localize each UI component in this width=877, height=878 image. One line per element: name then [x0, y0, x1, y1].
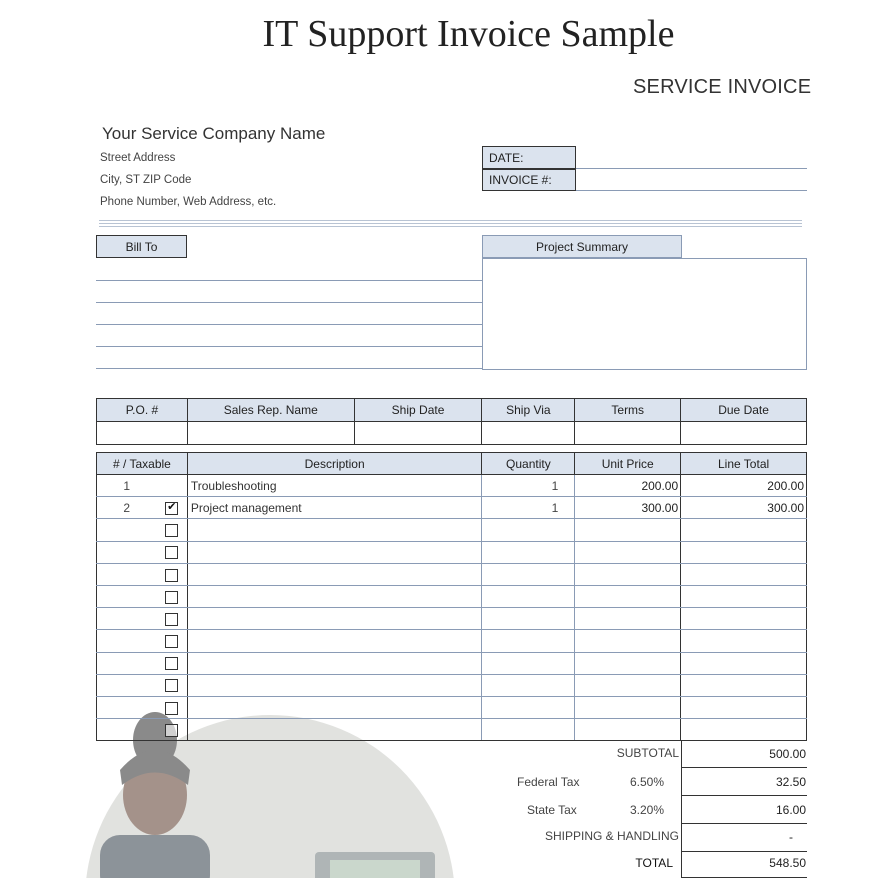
- subtotal-value: 500.00: [681, 740, 807, 768]
- item-description[interactable]: [187, 585, 482, 607]
- total-row: [480, 850, 807, 878]
- shipping-row: [480, 824, 807, 852]
- separator-line: [99, 223, 802, 224]
- table-row: [97, 608, 807, 630]
- table-row: [97, 519, 807, 541]
- bill-to-line-5[interactable]: [96, 368, 482, 369]
- taxable-cell: [156, 696, 187, 718]
- state-tax-rate[interactable]: 3.20%: [630, 803, 665, 817]
- item-quantity[interactable]: [482, 719, 575, 741]
- unit-price-header: Unit Price: [575, 453, 681, 475]
- item-line-total: [681, 674, 807, 696]
- taxable-cell: [156, 608, 187, 630]
- taxable-cell: [156, 563, 187, 585]
- line-items-body: [97, 475, 807, 741]
- item-unit-price[interactable]: [575, 652, 681, 674]
- line-total-header: Line Total: [681, 453, 807, 475]
- item-description[interactable]: [187, 541, 482, 563]
- total-value: 548.50: [681, 850, 807, 878]
- item-unit-price[interactable]: [575, 563, 681, 585]
- table-row: [97, 563, 807, 585]
- item-quantity[interactable]: [482, 585, 575, 607]
- item-description[interactable]: [187, 563, 482, 585]
- table-row: [97, 696, 807, 718]
- item-description[interactable]: [187, 652, 482, 674]
- no-taxable-header: # / Taxable: [97, 453, 188, 475]
- item-description[interactable]: [187, 519, 482, 541]
- item-description[interactable]: [187, 674, 482, 696]
- ship-via-field[interactable]: [482, 422, 575, 445]
- item-number[interactable]: 1: [97, 475, 157, 497]
- item-quantity[interactable]: 1: [482, 475, 575, 497]
- sales-rep-header: Sales Rep. Name: [187, 399, 354, 422]
- company-name: Your Service Company Name: [102, 124, 326, 143]
- taxable-cell: [156, 497, 187, 519]
- item-quantity[interactable]: [482, 541, 575, 563]
- item-unit-price[interactable]: [575, 608, 681, 630]
- federal-tax-label: Federal Tax: [517, 775, 580, 789]
- bill-to-line-1[interactable]: [96, 280, 482, 281]
- item-line-total: [681, 652, 807, 674]
- item-unit-price[interactable]: [575, 541, 681, 563]
- taxable-checkbox[interactable]: [165, 546, 178, 559]
- taxable-checkbox[interactable]: [165, 702, 178, 715]
- item-unit-price[interactable]: 300.00: [575, 497, 681, 519]
- taxable-checkbox[interactable]: [165, 591, 178, 604]
- invoice-number-underline: [576, 190, 807, 191]
- item-line-total: [681, 696, 807, 718]
- taxable-cell: [156, 585, 187, 607]
- table-row: [97, 674, 807, 696]
- sales-rep-field[interactable]: [187, 422, 354, 445]
- state-tax-label: State Tax: [527, 803, 577, 817]
- item-description[interactable]: [187, 608, 482, 630]
- separator-line: [99, 220, 802, 221]
- po-field[interactable]: [97, 422, 188, 445]
- item-quantity[interactable]: [482, 652, 575, 674]
- item-unit-price[interactable]: [575, 719, 681, 741]
- item-quantity[interactable]: [482, 519, 575, 541]
- bill-to-line-3[interactable]: [96, 324, 482, 325]
- terms-field[interactable]: [575, 422, 681, 445]
- line-items-table: [96, 452, 807, 741]
- bill-to-label: Bill To: [96, 235, 187, 258]
- item-line-total: [681, 630, 807, 652]
- item-line-total: [681, 519, 807, 541]
- item-unit-price[interactable]: [575, 696, 681, 718]
- bill-to-line-4[interactable]: [96, 346, 482, 347]
- table-row: [97, 541, 807, 563]
- item-line-total: [681, 719, 807, 741]
- taxable-cell: [156, 519, 187, 541]
- state-tax-row: [480, 796, 807, 824]
- taxable-checkbox[interactable]: [165, 524, 178, 537]
- item-number[interactable]: 2: [97, 497, 157, 519]
- project-summary-label: Project Summary: [482, 235, 682, 258]
- taxable-cell: [156, 652, 187, 674]
- item-quantity[interactable]: [482, 630, 575, 652]
- date-field[interactable]: [576, 146, 807, 169]
- taxable-checkbox[interactable]: [165, 502, 178, 515]
- item-number[interactable]: [97, 608, 157, 630]
- item-line-total: 200.00: [681, 475, 807, 497]
- invoice-number-label: INVOICE #:: [482, 169, 576, 191]
- federal-tax-value: 32.50: [681, 768, 807, 796]
- invoice-number-field[interactable]: [576, 169, 807, 191]
- company-street: Street Address: [100, 152, 176, 164]
- ship-via-header: Ship Via: [482, 399, 575, 422]
- item-unit-price[interactable]: [575, 674, 681, 696]
- total-label: TOTAL: [635, 856, 673, 870]
- document-type: SERVICE INVOICE: [633, 76, 812, 98]
- taxable-cell: [156, 719, 187, 741]
- item-line-total: [681, 608, 807, 630]
- quantity-header: Quantity: [482, 453, 575, 475]
- ship-date-header: Ship Date: [354, 399, 482, 422]
- project-summary-box[interactable]: [482, 258, 807, 370]
- item-unit-price[interactable]: [575, 585, 681, 607]
- item-description[interactable]: [187, 719, 482, 741]
- table-row: [97, 652, 807, 674]
- separator-line: [99, 226, 802, 227]
- description-header: Description: [187, 453, 482, 475]
- item-description[interactable]: Troubleshooting: [187, 475, 482, 497]
- taxable-checkbox[interactable]: [165, 569, 178, 582]
- taxable-checkbox[interactable]: [165, 724, 178, 737]
- item-line-total: [681, 585, 807, 607]
- due-date-field[interactable]: [681, 422, 807, 445]
- company-contact: Phone Number, Web Address, etc.: [100, 196, 277, 208]
- page-title: IT Support Invoice Sample: [262, 13, 675, 55]
- shipping-value[interactable]: -: [681, 824, 807, 852]
- ship-date-field[interactable]: [354, 422, 482, 445]
- federal-tax-rate[interactable]: 6.50%: [630, 775, 665, 789]
- item-quantity[interactable]: [482, 563, 575, 585]
- shipping-label: SHIPPING & HANDLING: [544, 829, 679, 843]
- item-number[interactable]: [97, 674, 157, 696]
- item-number[interactable]: [97, 519, 157, 541]
- table-row: [97, 585, 807, 607]
- item-unit-price[interactable]: [575, 630, 681, 652]
- table-row: [97, 475, 807, 497]
- item-unit-price[interactable]: [575, 519, 681, 541]
- taxable-checkbox[interactable]: [165, 679, 178, 692]
- table-row: [97, 719, 807, 741]
- item-number[interactable]: [97, 652, 157, 674]
- taxable-cell: [156, 541, 187, 563]
- item-number[interactable]: [97, 630, 157, 652]
- item-description[interactable]: Project management: [187, 497, 482, 519]
- item-line-total: [681, 541, 807, 563]
- item-number[interactable]: [97, 696, 157, 718]
- taxable-cell: [156, 475, 187, 497]
- item-quantity[interactable]: [482, 608, 575, 630]
- item-quantity[interactable]: [482, 674, 575, 696]
- item-description[interactable]: [187, 630, 482, 652]
- state-tax-value: 16.00: [681, 796, 807, 824]
- date-label: DATE:: [482, 146, 576, 169]
- due-date-header: Due Date: [681, 399, 807, 422]
- item-number[interactable]: [97, 541, 157, 563]
- taxable-checkbox[interactable]: [165, 635, 178, 648]
- taxable-cell: [156, 674, 187, 696]
- taxable-cell: [156, 630, 187, 652]
- item-line-total: [681, 563, 807, 585]
- item-quantity[interactable]: [482, 696, 575, 718]
- taxable-checkbox[interactable]: [165, 657, 178, 670]
- table-row: [97, 497, 807, 519]
- item-unit-price[interactable]: 200.00: [575, 475, 681, 497]
- subtotal-label: SUBTOTAL: [616, 746, 679, 760]
- item-number[interactable]: [97, 585, 157, 607]
- item-number[interactable]: [97, 719, 157, 741]
- taxable-checkbox[interactable]: [165, 613, 178, 626]
- federal-tax-row: [480, 768, 807, 796]
- company-city: City, ST ZIP Code: [100, 174, 192, 186]
- item-number[interactable]: [97, 563, 157, 585]
- po-header: P.O. #: [97, 399, 188, 422]
- item-line-total: 300.00: [681, 497, 807, 519]
- subtotal-row: [480, 740, 807, 768]
- item-description[interactable]: [187, 696, 482, 718]
- item-quantity[interactable]: 1: [482, 497, 575, 519]
- bill-to-line-2[interactable]: [96, 302, 482, 303]
- terms-header: Terms: [575, 399, 681, 422]
- order-info-table: [96, 398, 807, 445]
- table-row: [97, 630, 807, 652]
